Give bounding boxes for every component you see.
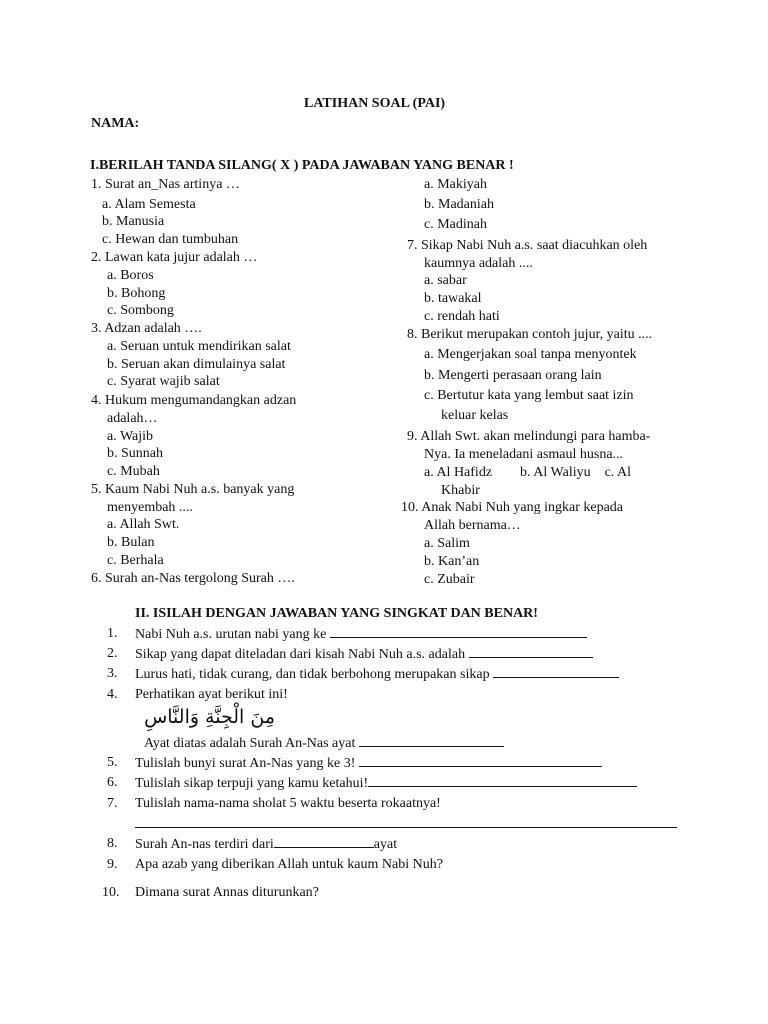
- options-9-cont: Khabir: [441, 483, 480, 498]
- answer-blank[interactable]: [469, 645, 593, 658]
- fill-question-3: [135, 665, 619, 683]
- option-6c: c. Madinah: [424, 217, 487, 232]
- option-4b: b. Sunnah: [107, 446, 163, 461]
- page-title: LATIHAN SOAL (PAI): [304, 96, 446, 111]
- fill-question-6: [135, 774, 637, 792]
- item-number: 1.: [107, 626, 118, 641]
- fill-question-7: Tulislah nama-nama sholat 5 waktu beserta rokaatnya!: [135, 796, 441, 811]
- option-10b: b. Kan’an: [424, 554, 480, 569]
- question-8: 8. Berikut merupakan contoh jujur, yaitu ....: [407, 327, 653, 342]
- option-3c: c. Syarat wajib salat: [107, 374, 220, 389]
- question-text: Nabi Nuh a.s. urutan nabi yang ke: [135, 627, 330, 642]
- option-5a: a. Allah Swt.: [107, 517, 180, 532]
- fill-question-4-cont: [144, 734, 504, 752]
- question-6: 6. Surah an-Nas tergolong Surah ….: [91, 571, 295, 586]
- option-5b: b. Bulan: [107, 535, 155, 550]
- option-1a: a. Alam Semesta: [102, 197, 196, 212]
- option-8b: b. Mengerti perasaan orang lain: [424, 368, 602, 383]
- option-7c: c. rendah hati: [424, 309, 500, 324]
- nama-label: NAMA:: [91, 116, 140, 131]
- question-1: 1. Surat an_Nas artinya …: [91, 177, 240, 192]
- option-8c: c. Bertutur kata yang lembut saat izin: [424, 388, 634, 403]
- question-9: 9. Allah Swt. akan melindungi para hamba-: [407, 429, 651, 444]
- option-10c: c. Zubair: [424, 572, 475, 587]
- answer-blank[interactable]: [359, 734, 504, 747]
- question-7: 7. Sikap Nabi Nuh a.s. saat diacuhkan oleh: [407, 238, 648, 253]
- item-number: 9.: [107, 857, 118, 872]
- answer-blank[interactable]: [359, 754, 602, 767]
- option-2c: c. Sombong: [107, 303, 174, 318]
- question-suffix: ayat: [373, 837, 398, 852]
- fill-question-10: Dimana surat Annas diturunkan?: [135, 885, 319, 900]
- option-6b: b. Madaniah: [424, 197, 494, 212]
- item-number: 2.: [107, 646, 118, 661]
- option-6a: a. Makiyah: [424, 177, 487, 192]
- fill-question-9: Apa azab yang diberikan Allah untuk kaum Nabi Nuh?: [135, 857, 443, 872]
- item-number: 5.: [107, 755, 118, 770]
- question-7-cont: kaumnya adalah ....: [424, 256, 533, 271]
- question-text: Ayat diatas adalah Surah An-Nas ayat: [144, 736, 359, 751]
- question-text: Surah An-nas terdiri dari: [135, 837, 274, 852]
- fill-question-5: [135, 754, 602, 772]
- item-number: 7.: [107, 796, 118, 811]
- question-text: Sikap yang dapat diteladan dari kisah Nabi Nuh a.s. adalah: [135, 647, 469, 662]
- question-9-cont: Nya. Ia meneladani asmaul husna...: [424, 447, 624, 462]
- option-2b: b. Bohong: [107, 286, 166, 301]
- answer-line[interactable]: [135, 813, 677, 828]
- item-number: 6.: [107, 775, 118, 790]
- section1-heading: I.BERILAH TANDA SILANG( X ) PADA JAWABAN YANG BENAR !: [90, 158, 514, 173]
- fill-question-2: [135, 645, 593, 663]
- options-9: a. Al Hafidz b. Al Waliyu c. Al: [424, 465, 632, 480]
- question-text: Tulislah bunyi surat An-Nas yang ke 3!: [135, 756, 359, 771]
- answer-blank[interactable]: [274, 835, 374, 848]
- option-8c-cont: keluar kelas: [441, 408, 509, 423]
- question-text: Lurus hati, tidak curang, dan tidak berbohong merupakan sikap: [135, 667, 494, 682]
- option-8a: a. Mengerjakan soal tanpa menyontek: [424, 347, 637, 362]
- option-4c: c. Mubah: [107, 464, 160, 479]
- answer-blank[interactable]: [493, 665, 619, 678]
- item-number: 10.: [102, 885, 120, 900]
- question-10: 10. Anak Nabi Nuh yang ingkar kepada: [401, 500, 623, 515]
- question-5: 5. Kaum Nabi Nuh a.s. banyak yang: [91, 482, 295, 497]
- question-4: 4. Hukum mengumandangkan adzan: [91, 393, 297, 408]
- option-4a: a. Wajib: [107, 429, 154, 444]
- item-number: 3.: [107, 666, 118, 681]
- option-7a: a. sabar: [424, 273, 467, 288]
- option-1c: c. Hewan dan tumbuhan: [102, 232, 239, 247]
- option-5c: c. Berhala: [107, 553, 164, 568]
- option-1b: b. Manusia: [102, 214, 165, 229]
- answer-blank[interactable]: [368, 774, 637, 787]
- option-3b: b. Seruan akan dimulainya salat: [107, 357, 286, 372]
- fill-question-4: Perhatikan ayat berikut ini!: [135, 687, 288, 702]
- question-5-cont: menyembah ....: [107, 500, 193, 515]
- option-10a: a. Salim: [424, 536, 470, 551]
- question-3: 3. Adzan adalah ….: [91, 321, 202, 336]
- question-4-cont: adalah…: [107, 411, 158, 426]
- question-text: Tulislah sikap terpuji yang kamu ketahui!: [135, 776, 369, 791]
- section2-heading: II. ISILAH DENGAN JAWABAN YANG SINGKAT DAN BENAR!: [135, 606, 538, 621]
- option-3a: a. Seruan untuk mendirikan salat: [107, 339, 291, 354]
- fill-question-1: [135, 625, 587, 643]
- question-10-cont: Allah bernama…: [424, 518, 521, 533]
- item-number: 4.: [107, 687, 118, 702]
- option-2a: a. Boros: [107, 268, 154, 283]
- question-2: 2. Lawan kata jujur adalah …: [91, 250, 258, 265]
- option-7b: b. tawakal: [424, 291, 482, 306]
- arabic-verse: مِنَ الْجِنَّةِ وَالنَّاسِ: [144, 706, 275, 728]
- answer-blank[interactable]: [330, 625, 587, 638]
- fill-question-8: [135, 835, 397, 853]
- item-number: 8.: [107, 836, 118, 851]
